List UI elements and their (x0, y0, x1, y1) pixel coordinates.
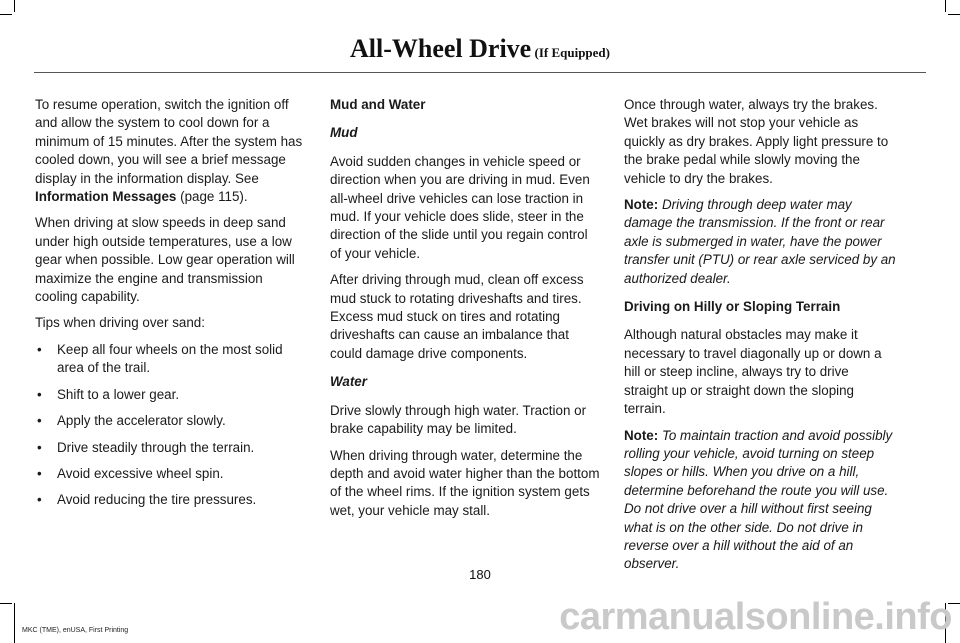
sand-tips-list (35, 341, 307, 510)
bullet: • (37, 341, 42, 357)
note-steep-slopes (624, 427, 896, 574)
water-paragraph-1: Drive slowly through high water. Traction or brake capability may be limited. (330, 402, 587, 437)
mud-subheading: Mud (330, 125, 358, 141)
crop-mark-bottom-left-v (14, 603, 15, 643)
note-text: Driving through deep water may damage the transmission. If the front or rear axle is submerged in water, have the power transfer unit (PTU) or rear axle serviced by an authorized dealer. (624, 197, 896, 286)
list-item-text: Avoid excessive wheel spin. (57, 465, 224, 481)
list-item (35, 491, 307, 509)
column-3 (624, 96, 896, 582)
list-item-text: Avoid reducing the tire pressures. (57, 492, 257, 508)
list-item (35, 439, 307, 457)
mud-paragraph-1: Avoid sudden changes in vehicle speed or direction when you are driving in mud. Even all-wheel drive vehicles can lose traction in mud. If your vehicle does slide, steer in the direction of the slide until you regain control of your vehicle. (330, 153, 590, 261)
crop-mark-bottom-left-h (0, 603, 12, 604)
crop-mark-top-right-h (948, 14, 960, 15)
note-text: To maintain traction and avoid possibly rolling your vehicle, avoid turning on steep slopes or hills. When you drive on a hill, determine beforehand the route you will use. Do not drive over a hill without first seeing what is on the other side. Do not drive in reverse over a hill without the aid of an observer. (624, 427, 893, 572)
list-item (35, 341, 307, 378)
water-subheading: Water (330, 374, 367, 390)
mud-paragraph-2: After driving through mud, clean off excess mud stuck to rotating driveshafts and tires. Excess mud stuck on tires and rotating driveshafts can cause an imbalance that could damage drive components. (330, 272, 584, 361)
note-label: Note: (624, 427, 659, 443)
col1-p1-text: To resume operation, switch the ignition off and allow the system to cool down for a minimum of 15 minutes. After the system has cooled down, you will see a brief message display in the information display. See (35, 97, 303, 186)
header-rule (34, 72, 926, 73)
crop-mark-top-left-v (14, 0, 15, 12)
water-paragraph-2: When driving through water, determine the depth and avoid water higher than the bottom of the wheel rims. If the ignition system gets wet, your vehicle may stall. (330, 447, 600, 518)
column-2 (330, 96, 602, 528)
note-label: Note: (624, 197, 659, 213)
list-item (35, 412, 307, 430)
bullet: • (37, 413, 42, 429)
col1-p1-suffix: (page 115). (176, 189, 248, 205)
bullet: • (37, 439, 42, 455)
page-number: 180 (469, 567, 491, 582)
note-deep-water (624, 196, 896, 288)
bullet: • (37, 492, 42, 508)
information-messages-link[interactable]: Information Messages (35, 189, 177, 205)
col1-paragraph-1 (35, 96, 307, 206)
crop-mark-top-right-v (945, 0, 946, 12)
page-title-subtitle: (If Equipped) (531, 45, 610, 60)
mud-and-water-heading: Mud and Water (330, 97, 426, 112)
bullet: • (37, 465, 42, 481)
list-item-text: Shift to a lower gear. (57, 386, 180, 402)
column-1 (35, 96, 307, 518)
hilly-terrain-heading: Driving on Hilly or Sloping Terrain (624, 299, 841, 315)
col1-paragraph-3: Tips when driving over sand: (35, 315, 205, 331)
bullet: • (37, 386, 42, 402)
list-item (35, 386, 307, 404)
list-item-text: Drive steadily through the terrain. (57, 439, 255, 455)
watermark: carmanualsonline.info (559, 596, 952, 638)
col1-paragraph-2: When driving at slow speeds in deep sand under high outside temperatures, use a low gear when possible. Low gear operation will maximize the engine and transmission cooling capability. (35, 215, 295, 305)
list-item-text: Keep all four wheels on the most solid area of the trail. (57, 341, 283, 376)
list-item-text: Apply the accelerator slowly. (57, 413, 226, 429)
page-title (0, 34, 960, 64)
footer-printing-info: MKC (TME), enUSA, First Printing (22, 627, 129, 634)
list-item (35, 465, 307, 483)
hilly-terrain-paragraph: Although natural obstacles may make it necessary to travel diagonally up or down a hill or steep incline, always try to drive straight up or straight down the sloping terrain. (624, 327, 882, 417)
crop-mark-top-left-h (0, 14, 12, 15)
brakes-paragraph: Once through water, always try the brakes. Wet brakes will not stop your vehicle as quickly as dry brakes. Apply light pressure to the brake pedal while slowly moving the vehicle to dry the brakes. (624, 97, 889, 186)
page-title-main: All-Wheel Drive (350, 34, 532, 63)
